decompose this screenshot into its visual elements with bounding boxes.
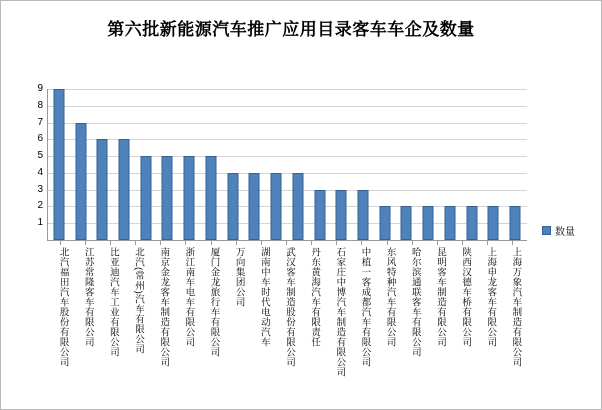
- bar-slot: [417, 89, 439, 240]
- bar[interactable]: [249, 173, 260, 240]
- bar-series: [48, 89, 527, 240]
- bar-slot: [200, 89, 222, 240]
- bar[interactable]: [140, 156, 151, 240]
- bar[interactable]: [379, 206, 390, 240]
- y-axis-tick-label: 3: [37, 183, 43, 195]
- bar-slot: [48, 89, 70, 240]
- x-axis-tick: [387, 241, 388, 245]
- y-axis-tick-label: 1: [37, 217, 43, 229]
- x-axis-tick-label: 中植一客成都汽车有限公司: [359, 247, 371, 367]
- x-axis-tick: [236, 241, 237, 245]
- x-axis-tick-label: 浙江南车电车有限公司: [183, 247, 195, 347]
- legend: [542, 223, 575, 238]
- y-axis-tick-label: 4: [37, 166, 43, 178]
- x-axis-tick: [336, 241, 337, 245]
- bar-slot: [396, 89, 418, 240]
- bar-slot: [113, 89, 135, 240]
- bar[interactable]: [466, 206, 477, 240]
- x-axis-tick-label: 哈尔滨通联客车有限公司: [409, 247, 421, 357]
- bar[interactable]: [488, 206, 499, 240]
- x-axis-tick-label: 武汉客车制造股份有限公司: [284, 247, 295, 367]
- x-axis-tick-label: 陕西汉德车桥有限公司: [460, 247, 472, 347]
- bar[interactable]: [444, 206, 455, 240]
- bar-slot: [309, 89, 331, 240]
- bar[interactable]: [510, 206, 521, 240]
- bar[interactable]: [162, 156, 173, 240]
- bar-slot: [439, 89, 461, 240]
- bar[interactable]: [423, 206, 434, 240]
- bar-slot: [91, 89, 113, 240]
- y-axis-labels: [23, 83, 43, 247]
- bar-slot: [265, 89, 287, 240]
- bar-slot: [135, 89, 157, 240]
- x-axis-tick-label: 江苏常隆客车有限公司: [82, 247, 94, 347]
- x-axis-line: [47, 240, 527, 241]
- y-axis-tick-label: 2: [37, 200, 43, 212]
- y-axis-tick-label: 9: [37, 83, 43, 94]
- bar-slot: [483, 89, 505, 240]
- x-axis-tick-label: 南京金龙客车制造有限公司: [158, 247, 170, 367]
- bar-slot: [461, 89, 483, 240]
- bar-slot: [157, 89, 179, 240]
- x-axis-tick-label: 东风特种汽车有限公司: [384, 247, 396, 347]
- x-axis-tick: [160, 241, 161, 245]
- bar-slot: [244, 89, 266, 240]
- x-axis-tick: [211, 241, 212, 245]
- y-axis-tick-label: 5: [37, 150, 43, 162]
- y-axis-tick-label: 7: [37, 116, 43, 128]
- x-axis-tick-label: 比亚迪汽车工业有限公司: [107, 247, 119, 357]
- x-axis-tick-label: 丹东黄海汽车有限责任: [309, 247, 321, 347]
- bar[interactable]: [358, 190, 369, 240]
- x-axis-tick-label: 北汽(常州)汽车有限公司: [133, 247, 145, 355]
- bar-slot: [178, 89, 200, 240]
- bar[interactable]: [227, 173, 238, 240]
- x-axis-tick: [135, 241, 136, 245]
- x-axis-tick: [261, 241, 262, 245]
- x-axis-tick-label: 厦门金龙旅行车有限公司: [208, 247, 220, 357]
- x-axis-tick: [487, 241, 488, 245]
- bar-slot: [70, 89, 92, 240]
- x-axis-tick: [361, 241, 362, 245]
- y-axis-tick-label: 8: [37, 99, 43, 111]
- bar[interactable]: [53, 89, 64, 240]
- x-axis-tick: [110, 241, 111, 245]
- bar-slot: [287, 89, 309, 240]
- bar[interactable]: [205, 156, 216, 240]
- bar[interactable]: [75, 123, 86, 240]
- bar[interactable]: [336, 190, 347, 240]
- plot-area: [47, 89, 527, 241]
- x-axis-tick: [462, 241, 463, 245]
- bar-slot: [222, 89, 244, 240]
- x-axis-tick: [185, 241, 186, 245]
- bar-slot: [504, 89, 526, 240]
- bar[interactable]: [184, 156, 195, 240]
- x-axis-tick: [311, 241, 312, 245]
- x-axis-tick-label: 昆明客车制造有限公司: [434, 247, 446, 347]
- x-axis-tick-label: 上海万象汽车制造有限公司: [510, 247, 522, 367]
- x-axis-tick-label: 万向集团公司: [233, 247, 245, 307]
- x-axis-tick: [437, 241, 438, 245]
- x-axis-tick: [60, 241, 61, 245]
- x-axis-tick: [512, 241, 513, 245]
- legend-swatch-quantity: [542, 226, 551, 235]
- x-axis-tick: [412, 241, 413, 245]
- bar[interactable]: [314, 190, 325, 240]
- x-axis-tick-label: 上海申龙客车有限公司: [485, 247, 497, 347]
- y-axis-tick-label: 6: [37, 133, 43, 145]
- x-axis-tick-label: 湖南中车时代电动汽车: [258, 247, 270, 347]
- x-axis-tick: [85, 241, 86, 245]
- chart-title: 第六批新能源汽车推广应用目录客车车企及数量: [107, 20, 475, 39]
- x-axis-tick-label: 北汽福田汽车股份有限公司: [57, 247, 69, 367]
- bar[interactable]: [271, 173, 282, 240]
- x-axis-labels: [47, 247, 527, 397]
- bar[interactable]: [292, 173, 303, 240]
- bar-slot: [352, 89, 374, 240]
- bar-slot: [330, 89, 352, 240]
- bar-slot: [374, 89, 396, 240]
- bar[interactable]: [119, 139, 130, 240]
- bar[interactable]: [97, 139, 108, 240]
- x-axis-tick: [286, 241, 287, 245]
- x-axis-tick-label: 石家庄中博汽车制造有限公司: [334, 247, 346, 377]
- legend-label-quantity: 数量: [555, 227, 575, 238]
- bar[interactable]: [401, 206, 412, 240]
